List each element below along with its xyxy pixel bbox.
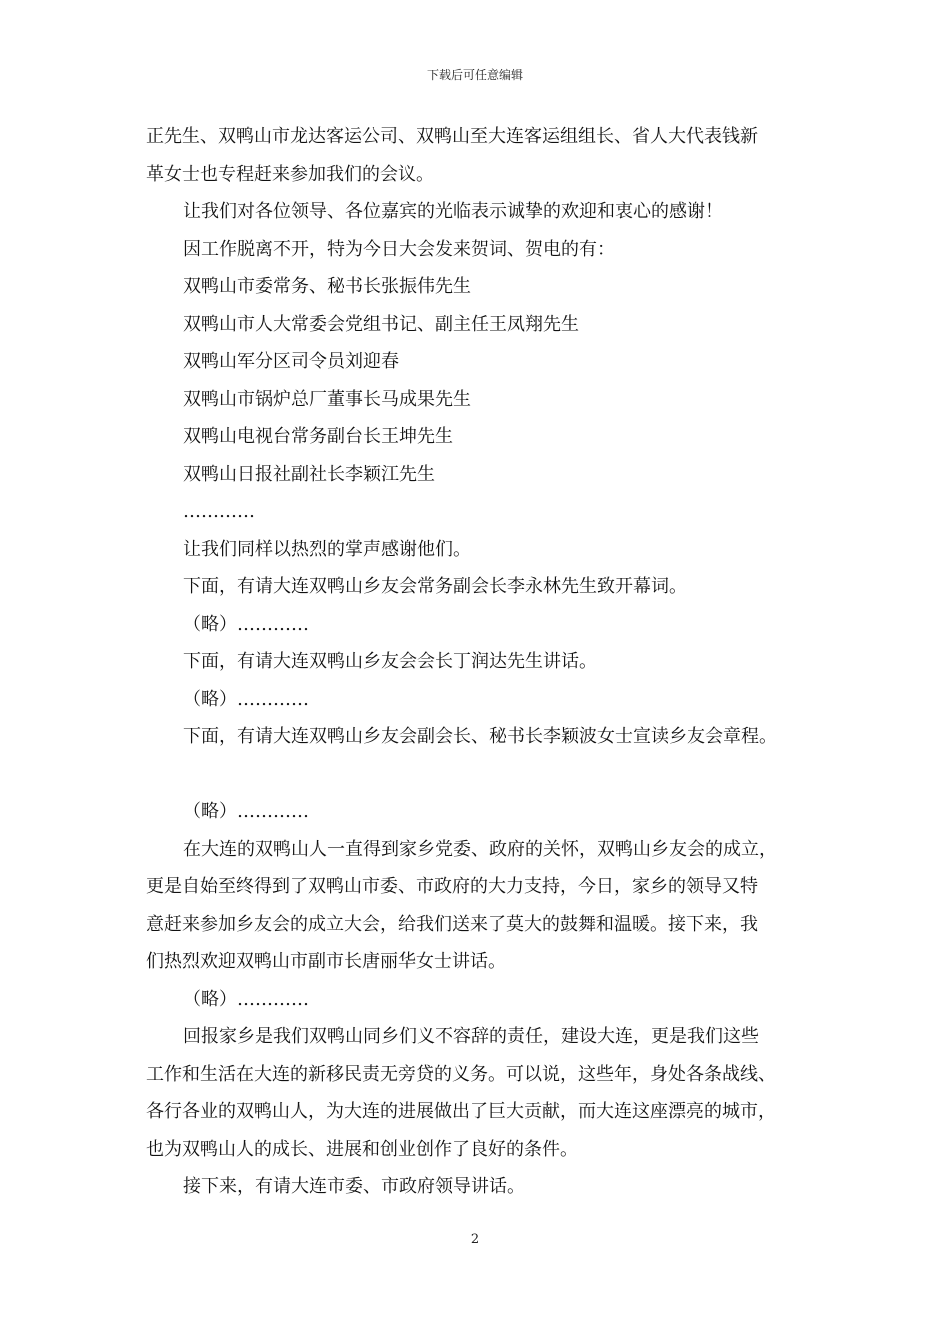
text-line: 接下来，有请大连市委、市政府领导讲话。 <box>183 1176 525 1197</box>
text-line: （略）………… <box>183 988 309 1010</box>
document-body <box>146 118 811 1206</box>
text-line: （略）………… <box>183 801 309 822</box>
page-number: 2 <box>470 1232 480 1247</box>
text-line: 双鸭山市委常务、秘书长张振伟先生 <box>183 276 471 297</box>
text-line: 下面，有请大连双鸭山乡友会常务副会长李永林先生致开幕词。 <box>183 576 687 597</box>
text-line: 因工作脱离不开，特为今日大会发来贺词、贺电的有： <box>183 238 615 260</box>
text-line: 下面，有请大连双鸭山乡友会副会长、秘书长李颖波女士宣读乡友会章程。 <box>183 726 777 747</box>
text-line: （略）………… <box>183 613 309 635</box>
text-line: 也为双鸭山人的成长、进展和创业创作了良好的条件。 <box>146 1138 578 1160</box>
text-line: 双鸭山市锅炉总厂董事长马成果先生 <box>183 388 471 410</box>
text-line: 让我们同样以热烈的掌声感谢他们。 <box>183 538 471 560</box>
text-line: ………… <box>183 501 255 522</box>
text-line: 各行各业的双鸭山人，为大连的进展做出了巨大贡献，而大连这座漂亮的城市， <box>146 1101 776 1122</box>
text-line: 正先生、双鸭山市龙达客运公司、双鸭山至大连客运组组长、省人大代表钱新 <box>146 126 758 147</box>
text-line: 双鸭山日报社副社长李颖江先生 <box>183 463 435 485</box>
blank-line <box>146 756 811 794</box>
text-line: 双鸭山军分区司令员刘迎春 <box>183 351 399 372</box>
text-line: 们热烈欢迎双鸭山市副市长唐丽华女士讲话。 <box>146 951 506 972</box>
text-line: 革女士也专程赶来参加我们的会议。 <box>146 163 434 185</box>
text-line: 更是自始至终得到了双鸭山市委、市政府的大力支持，今日，家乡的领导又特 <box>146 876 758 897</box>
text-line: 意赶来参加乡友会的成立大会，给我们送来了莫大的鼓舞和温暖。接下来，我 <box>146 913 758 935</box>
text-line: 下面，有请大连双鸭山乡友会会长丁润达先生讲话。 <box>183 651 597 672</box>
text-line: 在大连的双鸭山人一直得到家乡党委、政府的关怀，双鸭山乡友会的成立， <box>183 838 777 860</box>
page-header: 下载后可任意编辑 <box>426 68 523 82</box>
text-line: 双鸭山市人大常委会党组书记、副主任王凤翔先生 <box>183 313 579 335</box>
text-line: （略）………… <box>183 688 309 710</box>
text-line: 工作和生活在大连的新移民责无旁贷的义务。可以说，这些年，身处各条战线、 <box>146 1063 776 1085</box>
text-line: 让我们对各位领导、各位嘉宾的光临表示诚挚的欢迎和衷心的感谢！ <box>183 201 723 222</box>
text-line: 双鸭山电视台常务副台长王坤先生 <box>183 426 453 447</box>
text-line: 回报家乡是我们双鸭山同乡们义不容辞的责任，建设大连，更是我们这些 <box>183 1026 759 1047</box>
